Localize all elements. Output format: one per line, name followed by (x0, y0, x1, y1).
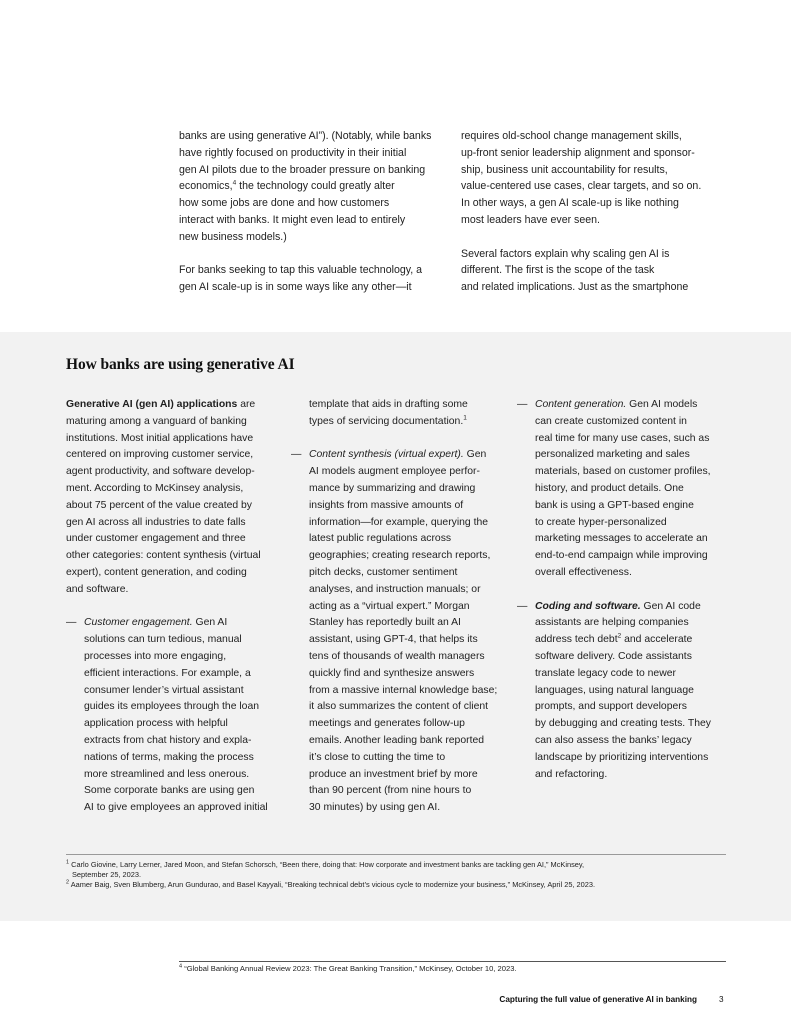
sidebar-line: landscape by prioritizing interventions (535, 751, 709, 763)
bullet-coding-software (517, 599, 727, 784)
sidebar-line: other categories: content synthesis (virtual (66, 550, 261, 562)
sidebar-line: Content generation. Gen AI models (535, 399, 698, 410)
sidebar-line: bank is using a GPT-based engine (535, 499, 694, 511)
sidebar-line: agent productivity, and software develop- (66, 466, 255, 478)
footnote-ref-2[interactable]: 2 (617, 632, 622, 640)
sidebar-line: tens of thousands of wealth managers (309, 650, 485, 662)
sidebar-line: emails. Another leading bank reported (309, 734, 485, 746)
sidebar-line: gen AI across all industries to date falls (66, 516, 246, 528)
sidebar-line: maturing among a vanguard of banking (66, 415, 247, 427)
sidebar-footnote-divider (66, 854, 726, 855)
sidebar-line: personalized marketing and sales (535, 449, 690, 461)
sidebar-footnote-2: $^2$ Aamer Baig, Sven Blumberg, Arun Gundurao, and Basel Kayyali, “Breaking technical debt’s vicious cycle to modernize your business,” McKinsey, April 25, 2023. (66, 879, 596, 889)
body-line: and related implications. Just as the smartphone (461, 281, 689, 294)
sidebar-line: template that aids in drafting some (309, 399, 468, 410)
sidebar-line: processes into more engaging, (84, 650, 227, 662)
body-line: banks are using generative AI”). (Notably, while banks (179, 130, 432, 142)
sidebar-line: marketing messages to accelerate an (535, 533, 708, 545)
sidebar-line: Content synthesis (virtual expert). Gen (309, 449, 487, 461)
sidebar-line: address tech debt$^2$ and accelerate (535, 632, 693, 646)
sidebar-line: Some corporate banks are using gen (84, 785, 255, 797)
sidebar-line: real time for many use cases, such as (535, 432, 710, 444)
body-line: For banks seeking to tap this valuable technology, a (179, 264, 423, 277)
bullet-content-generation (517, 397, 727, 582)
body-line: gen AI pilots due to the broader pressure on banking (179, 163, 426, 176)
sidebar-line: nations of terms, making the process (84, 751, 254, 763)
sidebar-line: languages, using natural language (535, 684, 694, 696)
sidebar-line: efficient interactions. For example, a (84, 667, 251, 679)
body-line: Several factors explain why scaling gen AI is (461, 247, 670, 260)
footnote-ref-4[interactable]: 4 (232, 179, 237, 187)
body-line: ship, business unit accountability for results, (461, 163, 668, 176)
sidebar-line: under customer engagement and three (66, 533, 246, 545)
sidebar-line: extracts from chat history and expla- (84, 734, 252, 746)
body-column-left (179, 128, 445, 296)
sidebar-line: meetings and generates follow-up (309, 718, 465, 730)
sidebar-line: consumer lender’s virtual assistant (84, 684, 244, 696)
sidebar-line: from a massive internal knowledge base; (309, 684, 498, 696)
sidebar-line: about 75 percent of the value created by (66, 499, 253, 511)
sidebar-line: latest public regulations across (309, 533, 452, 545)
sidebar-line: assistant, using GPT-4, that helps its (309, 634, 478, 646)
footnote-ref-1[interactable]: 1 (463, 414, 467, 422)
dash-bullet: — (517, 600, 528, 612)
sidebar-line: Generative AI (gen AI) applications are (66, 399, 256, 410)
sidebar-line: ment. According to McKinsey analysis, (66, 482, 244, 494)
sidebar-line: to create hyper-personalized (535, 516, 667, 528)
sidebar-line: history, and product details. One (535, 482, 684, 494)
sidebar-line: and software. (66, 583, 129, 595)
body-line: gen AI scale-up is in some ways like any other—it (179, 281, 412, 294)
page-footnote-divider (179, 961, 726, 962)
page-footnote-4: $^4$ “Global Banking Annual Review 2023: The Great Banking Transition,” McKinsey, October 10, 2023. (179, 963, 517, 973)
sidebar-line: centered on improving customer service, (66, 449, 254, 461)
sidebar-line: application process with helpful (84, 718, 228, 730)
sidebar-line: analyses, and instruction manuals; or (309, 583, 481, 595)
body-line: how some jobs are done and how customers (179, 197, 390, 210)
sidebar-line: 30 minutes) by using gen AI. (309, 802, 441, 814)
bullet-customer-engagement (66, 615, 280, 817)
sidebar-line: types of servicing documentation.$^1$ (309, 414, 467, 427)
sidebar-line: expert), content generation, and coding (66, 566, 247, 578)
body-column-right (461, 128, 727, 296)
dash-bullet: — (66, 617, 77, 629)
bullet-title: Coding and software. (535, 600, 641, 612)
dash-bullet: — (291, 449, 302, 461)
bullet-title: Content synthesis (virtual expert). (309, 449, 464, 461)
sidebar-line: than 90 percent (from nine hours to (309, 785, 472, 797)
body-line: different. The first is the scope of the task (461, 264, 655, 277)
sidebar-line: it also summarizes the content of client (309, 701, 489, 713)
page-number: 3 (719, 995, 724, 1004)
sidebar-line: institutions. Most initial applications have (66, 432, 254, 444)
sidebar-line: solutions can turn tedious, manual (84, 634, 242, 646)
body-line: In other ways, a gen AI scale-up is like nothing (461, 197, 679, 210)
sidebar-line: guides its employees through the loan (84, 701, 260, 713)
sidebar-line: end-to-end campaign while improving (535, 550, 708, 562)
sidebar-column-1 (66, 397, 280, 817)
sidebar-line: assistants are helping companies (535, 617, 689, 629)
sidebar-line: Coding and software. Gen AI code (535, 600, 701, 612)
body-line: have rightly focused on productivity in their initial (179, 146, 407, 159)
body-line: up-front senior leadership alignment and sponsor- (461, 146, 695, 159)
sidebar-line: insights from massive amounts of (309, 499, 464, 511)
sidebar-line: Customer engagement. Gen AI (84, 617, 228, 629)
body-line: new business models.) (179, 230, 287, 243)
sidebar-line: and refactoring. (535, 768, 608, 780)
dash-bullet: — (517, 399, 528, 410)
sidebar-line: information—for example, querying the (309, 516, 489, 528)
sidebar-line: it’s close to cutting the time to (309, 751, 446, 763)
sidebar-line: can create customized content in (535, 415, 687, 427)
sidebar-line: materials, based on customer profiles, (535, 466, 711, 478)
sidebar-line: overall effectiveness. (535, 566, 632, 578)
sidebar-line: acting as a “virtual expert.” Morgan (309, 600, 470, 612)
sidebar-line: geographies; creating research reports, (309, 550, 491, 562)
bullet-title: Customer engagement. (84, 617, 193, 629)
sidebar-line: can also assess the banks’ legacy (535, 734, 692, 746)
sidebar-line: quickly find and synthesize answers (309, 667, 475, 679)
sidebar-line: Stanley has reportedly built an AI (309, 617, 461, 629)
sidebar-line: AI models augment employee perfor- (309, 466, 480, 478)
sidebar-line: translate legacy code to newer (535, 667, 676, 679)
sidebar-column-2 (291, 397, 503, 817)
sidebar-line: pitch decks, customer sentiment (309, 566, 458, 578)
body-line: economics,$^4$ the technology could greatly alter (179, 179, 395, 193)
intro-heading: Generative AI (gen AI) applications (66, 399, 238, 410)
body-line: interact with banks. It might even lead to entirely (179, 213, 406, 226)
sidebar-line: AI to give employees an approved initial (84, 802, 268, 814)
bullet-title: Content generation. (535, 399, 627, 410)
sidebar-line: software delivery. Code assistants (535, 650, 692, 662)
sidebar-title: How banks are using generative AI (66, 356, 295, 373)
body-line: requires old-school change management skills, (461, 130, 682, 142)
sidebar-line: more streamlined and less onerous. (84, 768, 250, 780)
sidebar-footnote-1: $^1$ Carlo Giovine, Larry Lerner, Jared Moon, and Stefan Schorsch, “Been there, doing that: How corporate and investment banks are tackling gen AI,” McKinsey, September 25, 2023. (66, 859, 585, 880)
running-title: Capturing the full value of generative AI in banking (499, 995, 697, 1004)
bullet-content-synthesis (291, 447, 503, 817)
bullet-continuation (291, 397, 503, 431)
body-line: most leaders have ever seen. (461, 213, 600, 226)
sidebar-line: mance by summarizing and drawing (309, 482, 476, 494)
sidebar-line: produce an investment brief by more (309, 768, 478, 780)
sidebar-column-3 (517, 397, 727, 783)
sidebar-line: by debugging and creating tests. They (535, 718, 711, 730)
body-line: value-centered use cases, clear targets, and so on. (461, 180, 702, 193)
sidebar-line: prompts, and support developers (535, 701, 687, 713)
